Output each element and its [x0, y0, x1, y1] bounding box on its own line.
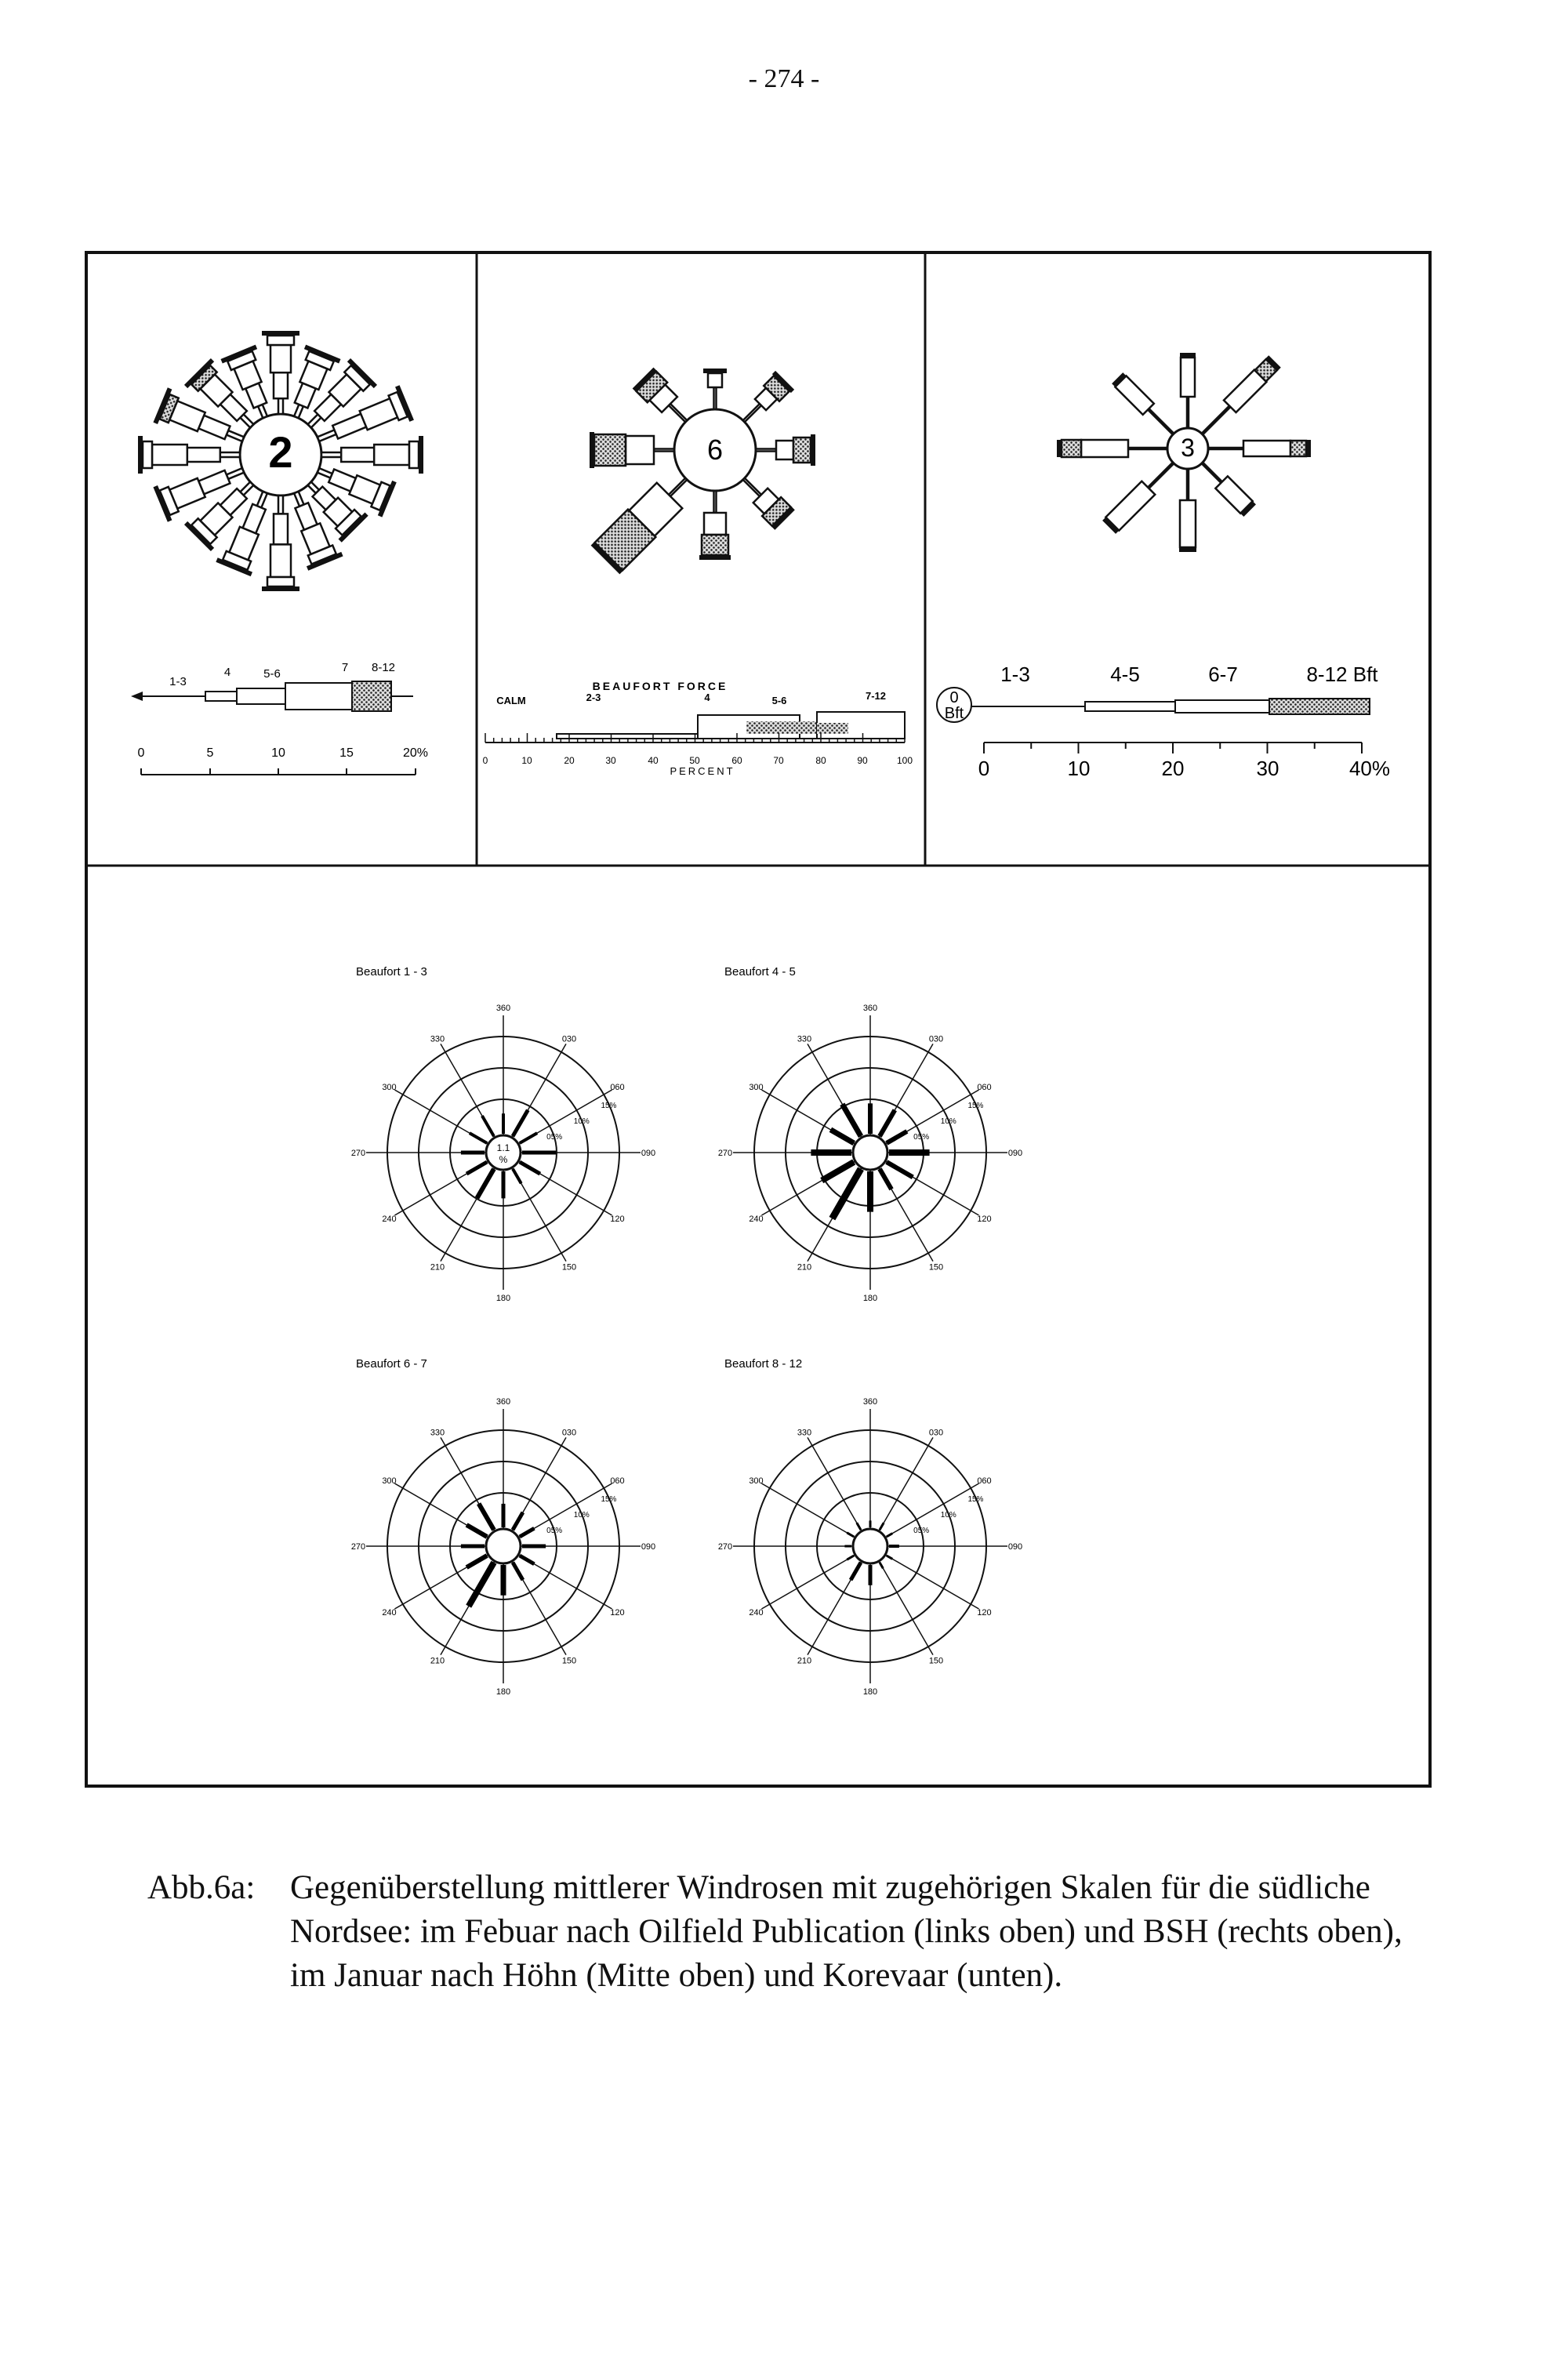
korevaar-spoke: [761, 1555, 855, 1609]
bsh-force-label: 6-7: [1208, 663, 1238, 686]
korevaar-wind-bar: [822, 1162, 854, 1181]
rose-arm-segment: [669, 478, 687, 496]
rose-arm-segment: [274, 372, 288, 398]
rose-arm: [1179, 469, 1196, 552]
caption-line: Nordsee: im Febuar nach Oilfield Publication (links oben) und BSH (rechts oben),: [290, 1913, 1403, 1950]
rose-arm-segment: [743, 404, 761, 422]
rose-arm-cap: [703, 369, 727, 373]
rose-arm: [703, 369, 727, 409]
hoehn-percent-label: 10: [521, 755, 532, 766]
oilfield-force-label: 5-6: [263, 667, 281, 681]
korevaar-direction-label: 150: [928, 1656, 944, 1666]
rose-arm-cap: [699, 555, 731, 560]
korevaar-wind-bar: [880, 1523, 884, 1530]
korevaar-direction-label: 330: [797, 1428, 812, 1438]
korevaar-wind-bar: [880, 1169, 891, 1189]
korevaar-wind-bar: [513, 1110, 528, 1137]
rose-arm-segment: [270, 345, 291, 372]
rose-arm: [1112, 372, 1179, 440]
korevaar-direction-label: 060: [977, 1476, 992, 1486]
korevaar-wind-bar: [520, 1528, 535, 1537]
rose-arm: [321, 436, 423, 474]
oilfield-panel: [131, 331, 428, 775]
korevaar-rose-title: Beaufort 4 - 5: [724, 965, 796, 979]
korevaar-panel: [351, 965, 1022, 1697]
oilfield-scale-bar-7: [285, 683, 352, 710]
korevaar-ring-label: 10%: [573, 1511, 590, 1520]
rose-arm-cap: [138, 436, 143, 474]
wind-rose-figure: [88, 254, 1428, 1785]
korevaar-direction-label: 360: [495, 1004, 511, 1013]
korevaar-direction-label: 210: [797, 1656, 812, 1666]
bsh-percent-label: 10: [1067, 757, 1091, 780]
korevaar-wind-bar: [466, 1525, 487, 1537]
korevaar-wind-bar: [880, 1563, 883, 1568]
rose-arm-segment: [1062, 440, 1081, 457]
korevaar-wind-bar: [513, 1512, 523, 1530]
korevaar-spoke: [879, 1561, 933, 1655]
korevaar-direction-label: 120: [977, 1608, 992, 1618]
oilfield-force-label: 8-12: [371, 661, 396, 674]
korevaar-ring-label: 15%: [601, 1102, 617, 1110]
oilfield-rose-center-label: 2: [268, 427, 293, 477]
rose-arm-segment: [187, 448, 220, 462]
oilfield-force-label: 4: [223, 666, 231, 679]
rose-arm: [756, 434, 815, 466]
korevaar-wind-bar: [520, 1556, 535, 1564]
rose-arm: [1180, 353, 1196, 428]
oilfield-scale-bar-8-12: [352, 681, 391, 711]
korevaar-direction-label: 270: [717, 1149, 733, 1158]
rose-arm-segment: [227, 430, 244, 441]
rose-arm-segment: [793, 438, 811, 463]
korevaar-wind-bar: [477, 1169, 495, 1198]
korevaar-direction-label: 360: [862, 1004, 878, 1013]
rose-arm-segment: [321, 452, 341, 457]
hoehn-percent-label: 0: [482, 755, 488, 766]
bsh-percent-label: 30: [1256, 757, 1279, 780]
rose-arm-segment: [318, 430, 336, 441]
oilfield-percent-label: 15: [339, 746, 354, 760]
rose-arm-segment: [274, 514, 288, 544]
korevaar-rose-3: [351, 1357, 655, 1697]
korevaar-ring-label: 15%: [967, 1495, 984, 1504]
caption-label: Abb.6a:: [147, 1869, 256, 1906]
bsh-percent-label: 40%: [1348, 757, 1391, 780]
korevaar-wind-bar: [513, 1563, 523, 1580]
rose-arm-segment: [374, 445, 409, 465]
rose-arm: [262, 496, 299, 591]
korevaar-direction-label: 270: [350, 1542, 366, 1552]
rose-arm-segment: [1105, 481, 1155, 531]
korevaar-direction-label: 120: [977, 1215, 992, 1224]
rose-arm-segment: [332, 414, 366, 439]
hoehn-force-label: 7-12: [865, 690, 887, 702]
korevaar-direction-label: 150: [561, 1656, 577, 1666]
korevaar-direction-label: 210: [797, 1262, 812, 1273]
bsh-rose-center-label: 3: [1181, 434, 1195, 462]
oilfield-force-label: 1-3: [169, 675, 187, 688]
korevaar-direction-label: 270: [350, 1149, 366, 1158]
korevaar-ring: [486, 1529, 521, 1563]
rose-arm: [1196, 457, 1256, 517]
hoehn-calm-label: CALM: [496, 695, 526, 706]
korevaar-center-unit: %: [499, 1154, 508, 1165]
rose-arm-segment: [669, 404, 687, 422]
caption-line: Gegenüberstellung mittlerer Windrosen mit zugehörigen Skalen für die südliche: [290, 1869, 1370, 1906]
oilfield-scale-arrowhead: [131, 692, 143, 701]
korevaar-ring-label: 05%: [913, 1133, 930, 1142]
hoehn-force-label: 4: [704, 692, 710, 703]
korevaar-direction-label: 360: [862, 1397, 878, 1407]
korevaar-direction-label: 060: [610, 1083, 625, 1092]
rose-arm: [262, 331, 299, 414]
korevaar-wind-bar: [482, 1116, 494, 1136]
korevaar-direction-label: 060: [977, 1083, 992, 1092]
korevaar-wind-bar: [520, 1133, 537, 1143]
hoehn-rose-center-label: 6: [706, 434, 724, 466]
korevaar-spoke: [885, 1483, 979, 1538]
korevaar-direction-label: 030: [928, 1034, 944, 1044]
korevaar-direction-label: 150: [928, 1262, 944, 1273]
oilfield-percent-label: 20%: [402, 746, 429, 760]
rose-arm: [590, 432, 674, 468]
rose-arm-segment: [220, 452, 240, 457]
korevaar-direction-label: 120: [610, 1215, 625, 1224]
korevaar-rose-title: Beaufort 1 - 3: [356, 965, 427, 979]
hoehn-percent-label: 80: [815, 755, 826, 766]
rose-arm-segment: [1202, 463, 1222, 483]
korevaar-wind-bar: [842, 1104, 861, 1136]
rose-arm-segment: [1187, 397, 1189, 428]
rose-arm-segment: [270, 544, 291, 577]
rose-arm-cap: [262, 331, 299, 336]
rose-arm-segment: [704, 513, 726, 535]
rose-arm-cap: [419, 436, 423, 474]
rose-arm-segment: [1290, 441, 1306, 456]
hoehn-force-label: 5-6: [771, 695, 787, 706]
korevaar-direction-label: 210: [430, 1656, 445, 1666]
korevaar-direction-label: 060: [610, 1476, 625, 1486]
rose-arm-segment: [1181, 358, 1195, 397]
bsh-percent-scale: [978, 743, 1390, 780]
rose-arm: [1208, 440, 1311, 457]
korevaar-direction-label: 360: [495, 1397, 511, 1407]
korevaar-direction-label: 030: [561, 1428, 577, 1438]
hoehn-percent-label: 70: [773, 755, 784, 766]
hoehn-scale-title: BEAUFORT FORCE: [592, 680, 728, 692]
rose-arm-segment: [278, 496, 283, 514]
rose-arm-segment: [1115, 376, 1153, 414]
rose-arm: [735, 371, 794, 430]
korevaar-wind-bar: [880, 1110, 895, 1137]
hoehn-percent-label: 30: [605, 755, 616, 766]
korevaar-rose-2: [718, 965, 1022, 1303]
oilfield-scale-bar-5-6: [237, 688, 285, 704]
korevaar-direction-label: 180: [862, 1687, 878, 1697]
korevaar-direction-label: 090: [641, 1149, 656, 1158]
korevaar-direction-label: 240: [382, 1608, 397, 1618]
oilfield-force-label: 7: [341, 661, 349, 674]
oilfield-scale-bar-4: [205, 692, 237, 701]
bsh-panel: [937, 353, 1390, 780]
korevaar-direction-label: 300: [749, 1476, 764, 1486]
rose-arm-segment: [714, 387, 717, 409]
hoehn-panel: [483, 368, 913, 777]
oilfield-percent-label: 10: [271, 746, 285, 760]
rose-arm-segment: [594, 434, 626, 466]
figure-caption: [147, 1866, 1450, 1998]
bsh-percent-label: 0: [978, 757, 990, 780]
korevaar-wind-bar: [887, 1162, 913, 1177]
rose-arm-segment: [409, 441, 419, 468]
rose-arm-segment: [1243, 441, 1290, 456]
rose-arm-segment: [152, 445, 187, 465]
rose-arm-segment: [702, 535, 728, 555]
rose-arm-segment: [654, 449, 674, 452]
korevaar-direction-label: 180: [862, 1294, 878, 1303]
korevaar-rose-title: Beaufort 8 - 12: [724, 1357, 803, 1371]
bsh-force-label: 4-5: [1110, 663, 1140, 686]
korevaar-rose-1: [351, 965, 655, 1303]
rose-arm-cap: [262, 586, 299, 591]
korevaar-direction-label: 330: [430, 1034, 445, 1044]
rose-arm: [1102, 456, 1180, 534]
rose-arm-segment: [756, 449, 776, 452]
bsh-scale-bar-6-7: [1175, 700, 1269, 713]
rose-arm: [1057, 440, 1167, 457]
korevaar-spoke: [879, 1437, 933, 1531]
korevaar-wind-bar: [469, 1563, 494, 1607]
bsh-scale-bar-4-5: [1085, 702, 1175, 711]
rose-arm-cap: [1306, 440, 1311, 457]
rose-arm-segment: [743, 478, 761, 496]
rose-arm-segment: [1208, 448, 1243, 449]
rose-arm-segment: [227, 468, 244, 479]
rose-arm: [138, 436, 240, 474]
korevaar-ring-label: 10%: [573, 1117, 590, 1126]
hoehn-percent-label: 90: [857, 755, 868, 766]
korevaar-ring: [853, 1135, 887, 1170]
korevaar-ring-label: 15%: [967, 1102, 984, 1110]
korevaar-wind-bar: [887, 1556, 892, 1559]
korevaar-wind-bar: [847, 1556, 854, 1559]
rose-arm-segment: [714, 491, 717, 513]
bsh-force-label: 8-12 Bft: [1306, 663, 1378, 686]
korevaar-direction-label: 090: [1007, 1149, 1023, 1158]
rose-arm-cap: [1179, 547, 1196, 552]
korevaar-direction-label: 300: [382, 1083, 397, 1092]
korevaar-direction-label: 300: [749, 1083, 764, 1092]
rose-arm-segment: [1202, 406, 1231, 435]
korevaar-ring-label: 10%: [940, 1117, 956, 1126]
hoehn-percent-axis-label: PERCENT: [670, 765, 735, 777]
hoehn-percent-label: 60: [731, 755, 742, 766]
rose-arm-segment: [1148, 463, 1174, 488]
korevaar-rose-title: Beaufort 6 - 7: [356, 1357, 427, 1371]
korevaar-direction-label: 030: [928, 1428, 944, 1438]
korevaar-direction-label: 180: [495, 1687, 511, 1697]
hoehn-percent-scale: [483, 733, 913, 777]
korevaar-ring: [853, 1529, 887, 1563]
rose-arm-cap: [1180, 353, 1196, 358]
rose-arm-segment: [1128, 448, 1167, 449]
korevaar-wind-bar: [479, 1504, 494, 1530]
rose-arm-segment: [341, 448, 374, 462]
rose-arm-segment: [776, 441, 793, 459]
korevaar-wind-bar: [466, 1162, 487, 1174]
korevaar-direction-label: 330: [797, 1034, 812, 1044]
korevaar-wind-bar: [847, 1533, 854, 1537]
page-number: - 274 -: [748, 64, 820, 93]
korevaar-wind-bar: [857, 1523, 861, 1530]
korevaar-wind-bar: [513, 1169, 521, 1184]
rose-arm-segment: [1081, 440, 1128, 457]
rose-arm-segment: [708, 373, 722, 387]
korevaar-center-value: 1.1: [496, 1142, 510, 1153]
korevaar-direction-label: 030: [561, 1034, 577, 1044]
hoehn-force-label: 2-3: [586, 692, 601, 703]
rose-arm-segment: [1148, 408, 1174, 434]
korevaar-ring-label: 05%: [546, 1133, 563, 1142]
rose-arm-segment: [626, 436, 654, 464]
hoehn-percent-label: 40: [648, 755, 659, 766]
korevaar-wind-bar: [887, 1131, 907, 1143]
rose-arm: [699, 491, 731, 560]
hoehn-scale-bar-5-6: [746, 721, 817, 734]
korevaar-direction-label: 270: [717, 1542, 733, 1552]
rose-arm: [591, 464, 701, 574]
oilfield-force-scale: [131, 661, 413, 711]
hoehn-percent-label: 20: [564, 755, 575, 766]
caption-line: im Januar nach Höhn (Mitte oben) und Korevaar (unten).: [290, 1957, 1063, 1994]
oilfield-percent-label: 0: [137, 746, 145, 760]
hoehn-force-scale: [496, 680, 905, 739]
korevaar-ring-label: 15%: [601, 1495, 617, 1504]
rose-arm-segment: [257, 492, 267, 508]
korevaar-direction-label: 330: [430, 1428, 445, 1438]
bsh-percent-label: 20: [1161, 757, 1185, 780]
rose-arm-segment: [1180, 500, 1196, 547]
korevaar-direction-label: 090: [641, 1542, 656, 1552]
korevaar-spoke: [808, 1437, 862, 1531]
korevaar-direction-label: 090: [1007, 1542, 1023, 1552]
korevaar-wind-bar: [851, 1563, 861, 1580]
bsh-calm-label-top: 0: [949, 689, 959, 706]
rose-arm-cap: [811, 434, 815, 466]
korevaar-wind-bar: [520, 1162, 540, 1174]
bsh-calm-label-bottom: Bft: [944, 705, 964, 722]
korevaar-wind-bar: [466, 1556, 487, 1567]
hoehn-wind-rose: [590, 368, 815, 575]
figure-frame: [85, 251, 1432, 1788]
bsh-force-label: 1-3: [1000, 663, 1030, 686]
korevaar-direction-label: 300: [382, 1476, 397, 1486]
korevaar-direction-label: 240: [382, 1215, 397, 1224]
rose-arm-segment: [267, 336, 294, 345]
rose-arm-segment: [143, 441, 152, 468]
rose-arm-segment: [1187, 469, 1189, 500]
korevaar-ring-label: 10%: [940, 1511, 956, 1520]
oilfield-percent-label: 5: [206, 746, 214, 760]
oilfield-percent-scale: [138, 746, 428, 775]
korevaar-direction-label: 150: [561, 1262, 577, 1273]
korevaar-wind-bar: [470, 1133, 487, 1143]
rose-arm-cap: [1057, 440, 1062, 457]
korevaar-spoke: [761, 1483, 855, 1538]
rose-arm-segment: [278, 398, 283, 414]
korevaar-direction-label: 240: [749, 1608, 764, 1618]
rose-arm-segment: [267, 577, 294, 586]
korevaar-spoke: [885, 1555, 979, 1609]
hoehn-percent-label: 50: [689, 755, 700, 766]
korevaar-direction-label: 120: [610, 1608, 625, 1618]
rose-arm: [1196, 355, 1281, 440]
korevaar-ring-label: 05%: [546, 1527, 563, 1535]
bsh-scale-bar-8-12: [1269, 699, 1370, 714]
korevaar-direction-label: 240: [749, 1215, 764, 1224]
korevaar-direction-label: 210: [430, 1262, 445, 1273]
korevaar-wind-bar: [830, 1130, 854, 1143]
rose-arm-cap: [590, 432, 594, 468]
korevaar-ring-label: 05%: [913, 1527, 930, 1535]
korevaar-rose-4: [718, 1357, 1022, 1697]
hoehn-percent-label: 100: [896, 755, 913, 766]
korevaar-direction-label: 180: [495, 1294, 511, 1303]
bsh-force-scale: [937, 663, 1378, 722]
korevaar-wind-bar: [887, 1534, 892, 1537]
